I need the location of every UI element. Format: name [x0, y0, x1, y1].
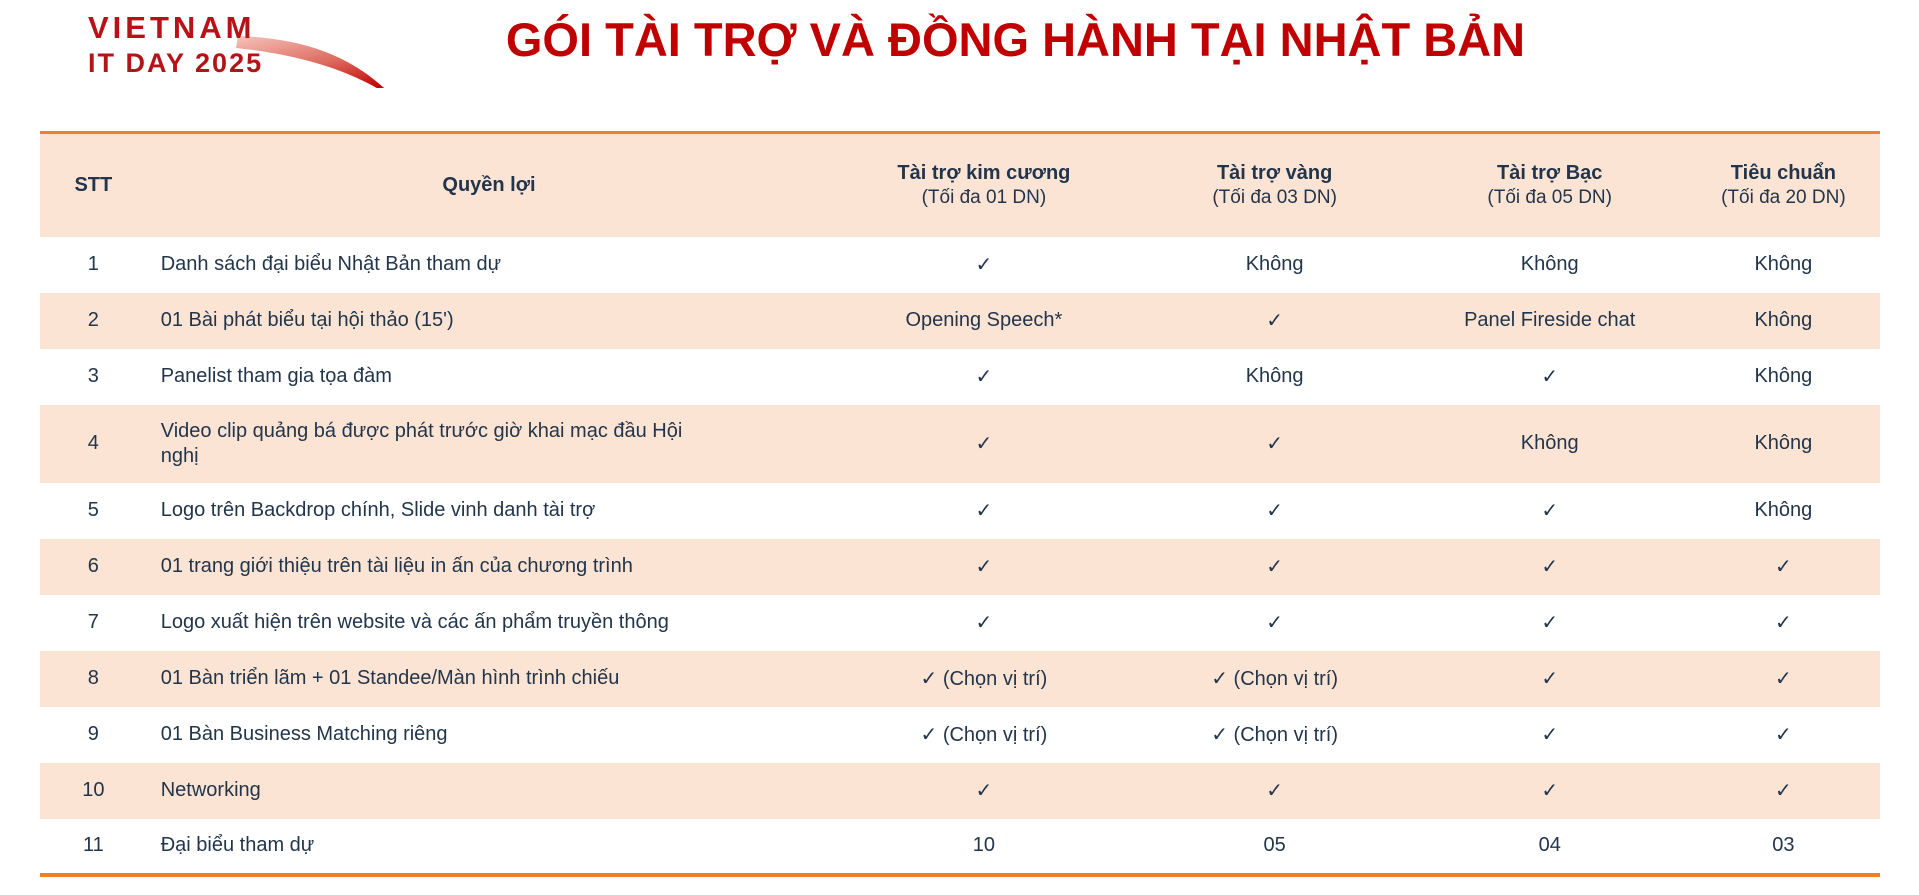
silver-cell: Không — [1520, 432, 1579, 454]
diamond-cell: ✓ (Chọn vị trí) — [920, 724, 1048, 746]
standard-cell: ✓ — [1775, 612, 1792, 634]
gold-cell: 05 — [1263, 834, 1286, 856]
standard-cell: Không — [1754, 499, 1813, 521]
standard-cell: Không — [1754, 253, 1813, 275]
gold-cell: Không — [1245, 253, 1304, 275]
page-title: GÓI TÀI TRỢ VÀ ĐỒNG HÀNH TẠI NHẬT BẢN — [505, 13, 1526, 66]
logo-text-line1: VIETNAM — [88, 10, 256, 45]
stt-cell: 10 — [82, 779, 105, 801]
header-benefits: Quyền lợi — [442, 173, 536, 196]
table-row — [40, 237, 1880, 293]
diamond-cell: ✓ — [975, 366, 993, 388]
gold-cell: ✓ — [1266, 612, 1283, 634]
benefit-cell: 01 Bài phát biểu tại hội thảo (15') — [160, 309, 454, 331]
stt-cell: 4 — [87, 432, 99, 454]
header-silver-sponsor: Tài trợ Bạc (Tối đa 05 DN) — [1487, 161, 1612, 208]
vietnam-it-day-logo — [88, 10, 398, 88]
standard-cell: Không — [1754, 309, 1813, 331]
gold-cell: Không — [1245, 365, 1304, 387]
table-row — [40, 293, 1880, 349]
diamond-cell: ✓ — [975, 433, 993, 455]
diamond-cell: ✓ (Chọn vị trí) — [920, 668, 1048, 690]
gold-cell: ✓ — [1266, 500, 1283, 522]
standard-cell: ✓ — [1775, 556, 1792, 578]
standard-cell: 03 — [1772, 834, 1795, 856]
benefit-cell: 01 trang giới thiệu trên tài liệu in ấn của chương trình — [160, 555, 633, 577]
gold-cell: ✓ — [1266, 433, 1283, 455]
silver-cell: ✓ — [1541, 500, 1559, 522]
diamond-cell: 10 — [972, 834, 996, 856]
diamond-cell: ✓ — [975, 254, 993, 276]
benefit-cell: 01 Bàn Business Matching riêng — [160, 723, 448, 745]
silver-cell: ✓ — [1541, 366, 1559, 388]
table-row — [40, 405, 1880, 483]
diamond-cell: ✓ — [975, 780, 993, 802]
benefit-cell: 01 Bàn triển lãm + 01 Standee/Màn hình trình chiếu — [160, 667, 620, 689]
table-row — [40, 651, 1880, 707]
stt-cell: 1 — [87, 253, 99, 275]
table-row — [40, 539, 1880, 595]
gold-cell: ✓ (Chọn vị trí) — [1211, 724, 1339, 746]
stt-cell: 7 — [87, 611, 99, 633]
stt-cell: 3 — [87, 365, 99, 387]
header-gold-sponsor: Tài trợ vàng (Tối đa 03 DN) — [1212, 161, 1337, 208]
stt-cell: 2 — [87, 309, 99, 331]
logo-text-line2: IT DAY 2025 — [88, 48, 264, 78]
benefit-cell: Networking — [160, 779, 261, 801]
diamond-cell: ✓ — [975, 500, 993, 522]
stt-cell: 6 — [87, 555, 99, 577]
silver-cell: Không — [1520, 253, 1579, 275]
table-row — [40, 349, 1880, 405]
silver-cell: ✓ — [1541, 668, 1559, 690]
silver-cell: ✓ — [1541, 724, 1559, 746]
stt-cell: 8 — [87, 667, 99, 689]
diamond-cell: Opening Speech* — [905, 309, 1063, 331]
stt-cell: 11 — [82, 834, 104, 856]
gold-cell: ✓ (Chọn vị trí) — [1211, 668, 1339, 690]
standard-cell: ✓ — [1775, 724, 1792, 746]
sponsorship-table — [40, 131, 1880, 877]
silver-cell: Panel Fireside chat — [1464, 309, 1636, 331]
stt-cell: 9 — [87, 723, 99, 745]
header-standard: Tiêu chuẩn (Tối đa 20 DN) — [1721, 161, 1846, 208]
benefit-cell: Danh sách đại biểu Nhật Bản tham dự — [160, 253, 501, 275]
diamond-cell: ✓ — [975, 612, 993, 634]
silver-cell: ✓ — [1541, 612, 1559, 634]
standard-cell: ✓ — [1775, 668, 1792, 690]
silver-cell: 04 — [1538, 834, 1561, 856]
standard-cell: ✓ — [1775, 780, 1792, 802]
stt-cell: 5 — [87, 499, 99, 521]
benefit-cell: Logo trên Backdrop chính, Slide vinh danh tài trợ — [160, 499, 596, 521]
table-row — [40, 483, 1880, 539]
table-row — [40, 819, 1880, 875]
benefit-cell: Video clip quảng bá được phát trước giờ khai mạc đầu Hội nghị — [160, 419, 683, 467]
gold-cell: ✓ — [1266, 556, 1283, 578]
benefit-cell: Panelist tham gia tọa đàm — [160, 365, 392, 387]
gold-cell: ✓ — [1266, 310, 1283, 332]
silver-cell: ✓ — [1541, 556, 1559, 578]
header-stt: STT — [74, 173, 113, 196]
table-row — [40, 707, 1880, 763]
benefit-cell: Logo xuất hiện trên website và các ấn phẩm truyền thông — [160, 611, 669, 633]
diamond-cell: ✓ — [975, 556, 993, 578]
table-row — [40, 595, 1880, 651]
benefit-cell: Đại biểu tham dự — [160, 834, 315, 856]
table-header-row — [40, 133, 1880, 237]
standard-cell: Không — [1754, 432, 1813, 454]
silver-cell: ✓ — [1541, 780, 1559, 802]
gold-cell: ✓ — [1266, 780, 1283, 802]
table-row — [40, 763, 1880, 819]
standard-cell: Không — [1754, 365, 1813, 387]
header-diamond-sponsor: Tài trợ kim cương (Tối đa 01 DN) — [897, 161, 1071, 208]
banner — [0, 0, 1919, 120]
